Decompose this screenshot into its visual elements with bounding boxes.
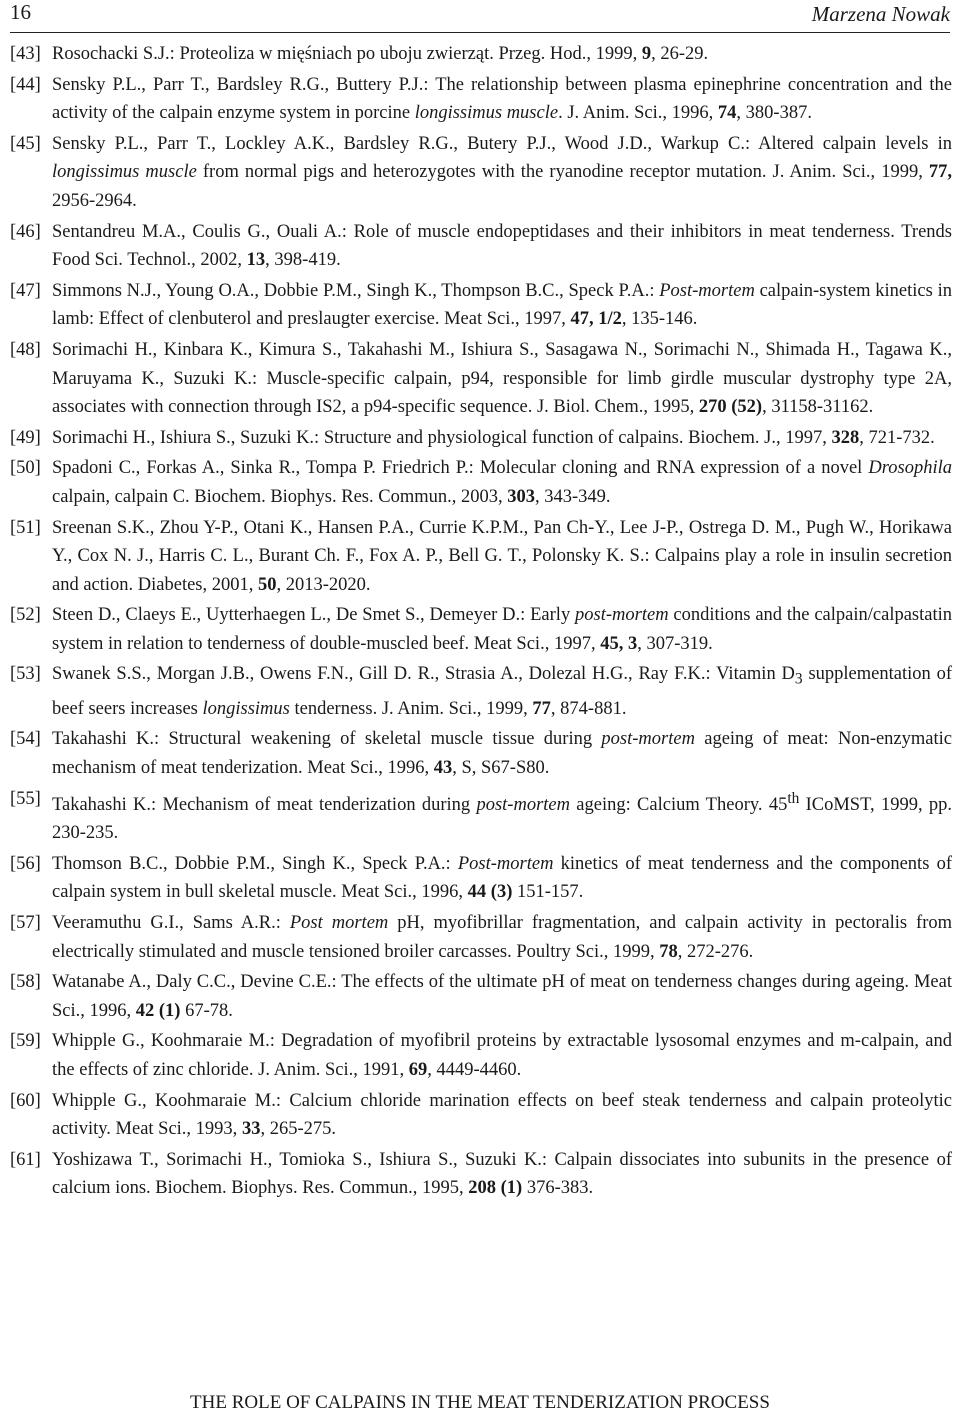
reference-text-segment: , 398-419. (265, 250, 341, 271)
reference-text-segment: Yoshizawa T., Sorimachi H., Tomioka S., Ishiura S., Suzuki K.: Calpain dissociates into subunits in the presence of calcium ions. Biochem. Biophys. Res. Commun., 1995, (52, 1149, 952, 1199)
reference-text-segment: , 4449-4460. (427, 1060, 522, 1081)
reference-text-segment: , 265-275. (260, 1119, 336, 1140)
reference-text-segment: Takahashi K.: Structural weakening of skeletal muscle tissue during (52, 729, 602, 750)
reference-text-segment: 47, 1/2 (570, 309, 622, 330)
reference-text-segment: kinetics of meat tenderness and the components of calpain system in bull skeletal muscle. Meat Sci., 1996, (52, 853, 952, 903)
reference-text-segment: Takahashi K.: Mechanism of meat tenderization during (52, 794, 477, 815)
reference-item (10, 40, 952, 69)
reference-item (10, 850, 952, 907)
reference-item (10, 785, 952, 848)
reference-text-segment: , S, S67-S80. (452, 757, 550, 778)
reference-number: [55] (10, 788, 41, 809)
reference-number: [49] (10, 427, 41, 448)
reference-number: [56] (10, 853, 41, 874)
reference-number: [57] (10, 913, 41, 934)
reference-text-segment: longissimus muscle (52, 162, 197, 183)
reference-item (10, 1087, 952, 1144)
reference-text-segment: Whipple G., Koohmaraie M.: Calcium chloride marination effects on beef steak tenderness and calpain proteolytic activity. Meat Sci., 1993, (52, 1090, 952, 1140)
page-header (10, 0, 950, 33)
reference-text-segment: from normal pigs and heterozygotes with the ryanodine receptor mutation. J. Anim. Sci., 1999, (196, 162, 929, 183)
reference-text-segment: supplementation of beef seers increases (52, 664, 952, 719)
reference-text-segment: 78 (659, 941, 678, 962)
reference-item (10, 454, 952, 511)
reference-text (52, 605, 952, 654)
reference-text-segment: , 26-29. (651, 44, 709, 64)
reference-number: [45] (10, 133, 41, 154)
reference-text-segment: 328 (831, 427, 860, 448)
reference-text (52, 1091, 952, 1140)
reference-text-segment: post-mortem (476, 794, 570, 815)
reference-text-segment: Rosochacki S.J.: Proteoliza w mięśniach po uboju zwierząt. Przeg. Hod., 1999, (52, 44, 642, 64)
reference-text-segment: Sreenan S.K., Zhou Y-P., Otani K., Hansen P.A., Currie K.P.M., Pan Ch-Y., Lee J-P., Ostrega D. M., Pugh W., Horikawa Y., Cox N. J., Harris C. L., Burant Ch. F., Fox A. P., Bell G. T., Polonsky K. S.: Calpains play a role in insulin secretion and action. Diabetes, 2001, (52, 517, 952, 595)
reference-text (52, 134, 952, 211)
reference-text-segment: 9 (641, 44, 652, 64)
reference-text-segment: post-mortem (575, 605, 669, 626)
reference-text-segment: Watanabe A., Daly C.C., Devine C.E.: The effects of the ultimate pH of meat on tenderness changes during ageing. Meat Sci., 1996, (52, 972, 952, 1021)
reference-text-segment: , 721-732. (859, 427, 935, 448)
reference-text (52, 75, 952, 124)
reference-text-segment: Sensky P.L., Parr T., Bardsley R.G., Buttery P.J.: The relationship between plasma epinephrine concentration and the activity of the calpain enzyme system in porcine (52, 74, 952, 124)
reference-text-segment: , 380-387. (736, 103, 812, 124)
reference-text-segment: 77 (532, 698, 551, 719)
reference-text-segment: , 874-881. (550, 698, 627, 719)
reference-text-segment: th (787, 789, 800, 807)
reference-item (10, 601, 952, 658)
reference-text (52, 44, 708, 64)
reference-item (10, 1027, 952, 1084)
reference-number: [44] (10, 74, 41, 95)
reference-text (52, 972, 952, 1021)
reference-text-segment: , 31158-31162. (762, 397, 874, 418)
reference-number: [53] (10, 664, 41, 685)
reference-text (52, 281, 952, 330)
reference-text-segment: Simmons N.J., Young O.A., Dobbie P.M., Singh K., Thompson B.C., Speck P.A.: (52, 280, 660, 301)
reference-text-segment: Thomson B.C., Dobbie P.M., Singh K., Speck P.A.: (52, 853, 458, 874)
reference-text-segment: 208 (1) (468, 1178, 523, 1199)
reference-text-segment: longissimus muscle (414, 103, 559, 124)
reference-number: [50] (10, 458, 41, 479)
running-title: THE ROLE OF CALPAINS IN THE MEAT TENDERIZATION PROCESS (190, 1392, 770, 1413)
reference-text-segment: 303 (507, 486, 536, 507)
reference-number: [43] (10, 44, 41, 64)
reference-item (10, 277, 952, 334)
reference-text-segment: 33 (241, 1119, 261, 1140)
reference-text-segment: , 307-319. (637, 633, 713, 654)
reference-text-segment: 42 (1) (135, 1000, 181, 1021)
reference-text (52, 518, 952, 595)
reference-text-segment: 2956-2964. (52, 190, 137, 211)
reference-text-segment: Post mortem (289, 913, 389, 934)
reference-number: [54] (10, 729, 41, 750)
reference-number: [48] (10, 339, 41, 360)
reference-text (52, 789, 952, 844)
reference-text-segment: 50 (258, 574, 277, 595)
reference-number: [46] (10, 221, 41, 242)
reference-number: [61] (10, 1149, 41, 1170)
reference-text-segment: 44 (3) (467, 882, 513, 903)
reference-text (52, 1150, 952, 1199)
reference-item (10, 424, 952, 453)
reference-number: [52] (10, 605, 41, 626)
reference-text-segment: , 272-276. (677, 941, 754, 962)
reference-item (10, 1146, 952, 1203)
reference-number: [51] (10, 517, 41, 538)
reference-text-segment: Whipple G., Koohmaraie M.: Degradation of myofibril proteins by extractable lysosomal enzymes and m-calpain, and the effects of zinc chloride. J. Anim. Sci., 1991, (52, 1031, 952, 1081)
reference-text (52, 854, 952, 903)
reference-text-segment: ageing of meat: Non-enzymatic mechanism of meat tenderization. Meat Sci., 1996, (52, 729, 952, 778)
reference-text (52, 1031, 952, 1080)
reference-item (10, 336, 952, 422)
reference-text-segment: 151-157. (512, 882, 584, 903)
reference-text-segment: , 135-146. (621, 309, 698, 330)
reference-text-segment: conditions and the calpain/calpastatin system in relation to tenderness of double-muscled beef. Meat Sci., 1997, (52, 605, 952, 654)
reference-number: [59] (10, 1031, 41, 1052)
reference-text (52, 664, 952, 718)
reference-list (10, 40, 952, 1205)
reference-text-segment: 376-383. (522, 1178, 594, 1199)
reference-text-segment: tenderness. J. Anim. Sci., 1999, (289, 698, 533, 719)
reference-text (52, 729, 952, 778)
reference-text-segment: , 2013-2020. (276, 574, 371, 595)
reference-text-segment: calpain, calpain C. Biochem. Biophys. Res. Commun., 2003, (52, 486, 508, 507)
reference-number: [58] (10, 972, 41, 993)
reference-item (10, 968, 952, 1025)
reference-item (10, 71, 952, 128)
reference-text-segment: Post-mortem (457, 853, 554, 874)
reference-number: [60] (10, 1090, 41, 1111)
reference-item (10, 660, 952, 723)
reference-text-segment: Veeramuthu G.I., Sams A.R.: (52, 913, 290, 934)
reference-item (10, 130, 952, 216)
reference-item (10, 218, 952, 275)
reference-text-segment: 74 (717, 103, 737, 124)
reference-text-segment: Sorimachi H., Kinbara K., Kimura S., Takahashi M., Ishiura S., Sasagawa N., Sorimachi N., Shimada H., Tagawa K., Maruyama K., Suzuki K.: Muscle-specific calpain, p94, responsible for limb girdle muscular dystrophy type 2A, associates with connection through IS2, a p94-specific sequence. J. Biol. Chem., 1995, (52, 339, 952, 418)
reference-text-segment: Post-mortem (659, 280, 755, 301)
reference-item (10, 725, 952, 782)
reference-text (52, 222, 952, 271)
reference-text-segment: Sorimachi H., Ishiura S., Suzuki K.: Structure and physiological function of calpains. Biochem. J., 1997, (52, 427, 832, 448)
reference-text-segment: longissimus (202, 698, 290, 719)
reference-text-segment: post-mortem (601, 729, 695, 750)
reference-text (52, 458, 952, 507)
reference-text-segment: pH, myofibrillar fragmentation, and calpain activity in pectoralis from electrically stimulated and muscle tensioned broiler carcasses. Poultry Sci., 1999, (52, 913, 953, 962)
page-number: 16 (10, 0, 31, 24)
reference-text-segment: 270 (52) (698, 397, 763, 418)
reference-text (52, 340, 952, 417)
reference-text-segment: 77, (928, 162, 953, 183)
reference-text-segment: Drosophila (868, 458, 952, 479)
reference-text-segment: Steen D., Claeys E., Uytterhaegen L., De Smet S., Demeyer D.: Early (52, 605, 576, 626)
reference-item (10, 514, 952, 600)
reference-text-segment: 67-78. (180, 1000, 233, 1021)
reference-text-segment: Swanek S.S., Morgan J.B., Owens F.N., Gill D. R., Strasia A., Dolezal H.G., Ray F.K.: Vitamin D (52, 664, 795, 685)
reference-text-segment: 45, 3 (600, 633, 638, 654)
reference-text-segment: 3 (794, 671, 803, 689)
reference-text-segment: ageing: Calcium Theory. 45 (570, 794, 788, 815)
reference-text-segment: . J. Anim. Sci., 1996, (558, 103, 718, 124)
reference-text (52, 913, 952, 962)
reference-text-segment: 43 (433, 757, 453, 778)
reference-text-segment: Spadoni C., Forkas A., Sinka R., Tompa P. Friedrich P.: Molecular cloning and RNA expression of a novel (52, 458, 869, 479)
running-author: Marzena Nowak (811, 2, 950, 26)
reference-text-segment: Sentandreu M.A., Coulis G., Ouali A.: Role of muscle endopeptidases and their inhibitors in meat tenderness. Trends Food Sci. Technol., 2002, (52, 221, 952, 271)
reference-number: [47] (10, 280, 41, 301)
reference-text-segment: ICoMST, 1999, pp. 230-235. (52, 794, 952, 844)
reference-item (10, 909, 952, 966)
reference-text-segment: , 343-349. (535, 486, 611, 507)
reference-text-segment: Sensky P.L., Parr T., Lockley A.K., Bardsley R.G., Butery P.J., Wood J.D., Warkup C.: Altered calpain levels in (52, 133, 952, 154)
reference-text-segment: 69 (408, 1060, 428, 1081)
reference-text-segment: 13 (246, 250, 266, 271)
reference-text (52, 428, 935, 448)
reference-text-segment: calpain-system kinetics in lamb: Effect of clenbuterol and preslaugter exercise. Meat Sci., 1997, (52, 280, 952, 330)
